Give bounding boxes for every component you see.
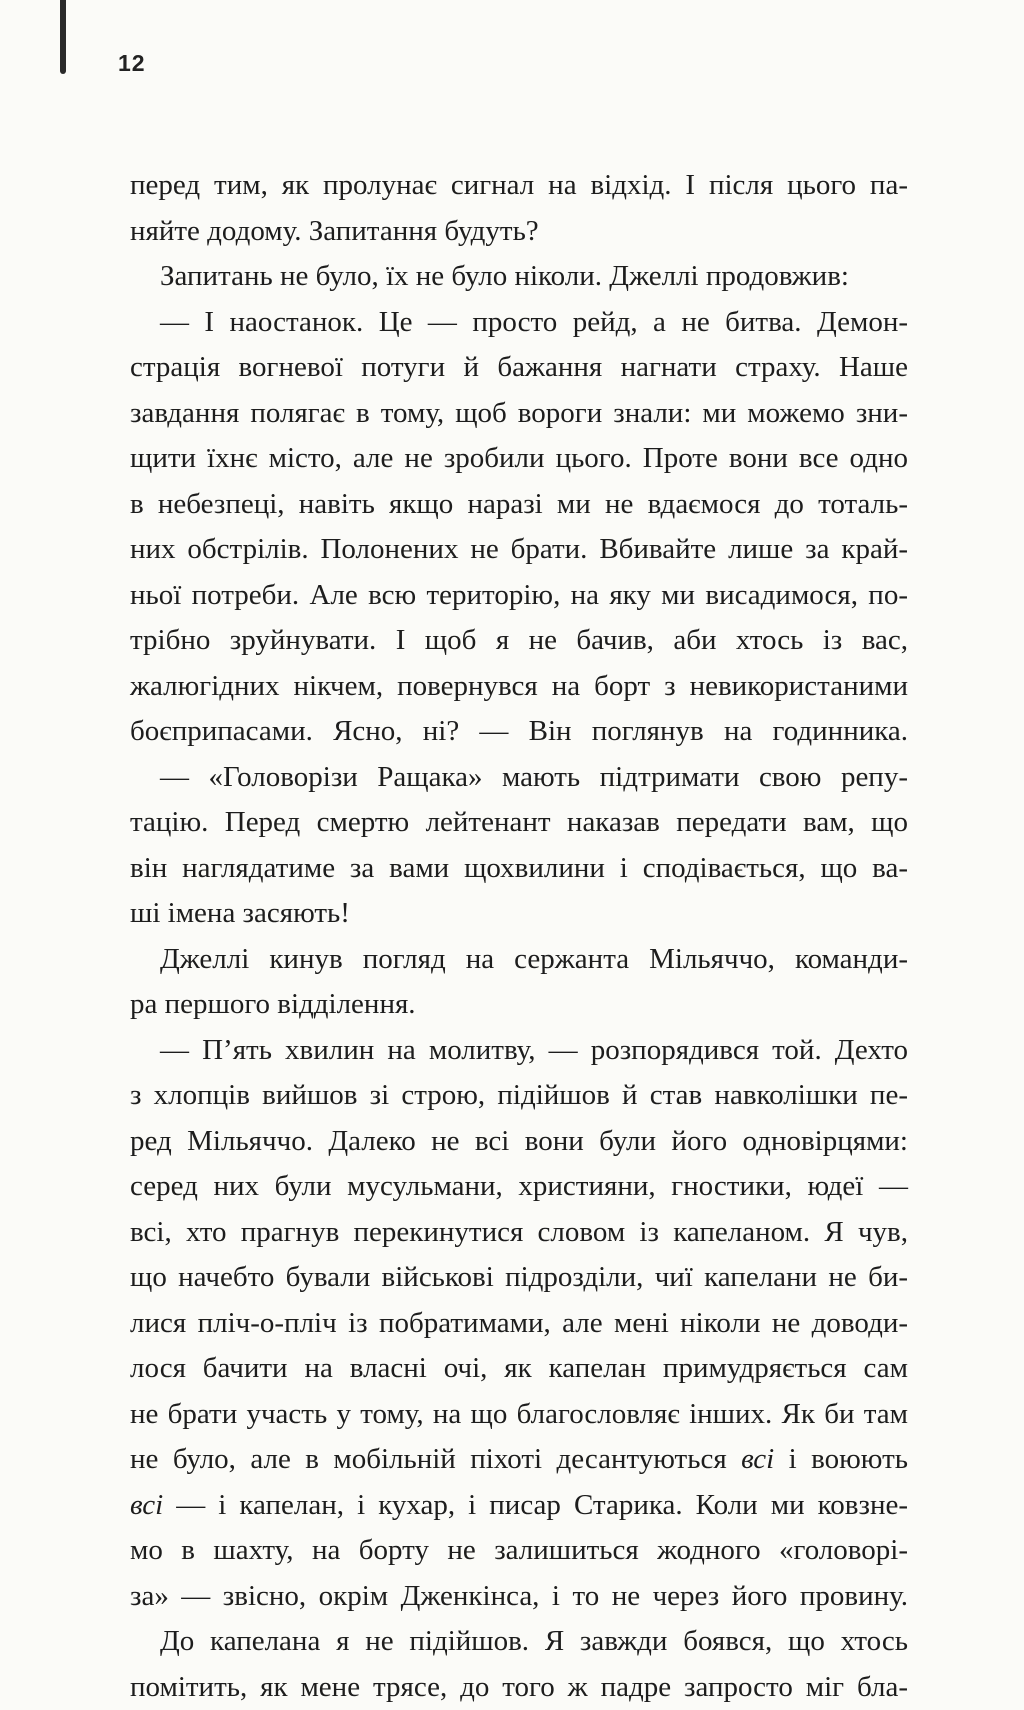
text-line: щити їхнє місто, але не зробили цього. Проте вони все одно (130, 436, 908, 482)
italic-word: всі (130, 1489, 163, 1521)
text-line: тацію. Перед смертю лейтенант наказав передати вам, що (130, 800, 908, 846)
text-line: — П’ять хвилин на молитву, — розпорядився той. Дехто (130, 1028, 908, 1074)
text-line: перед тим, як пролунає сигнал на відхід. І після цього па- (130, 163, 908, 209)
text-line: помітить, як мене трясе, до того ж падре запросто міг бла- (130, 1665, 908, 1710)
text-line: серед них були мусульмани, християни, гностики, юдеї — (130, 1164, 908, 1210)
text-line: ші імена засяють! (130, 891, 908, 937)
text-run: не було, але в мобільній піхоті десантуються (130, 1443, 741, 1475)
text-line: До капелана я не підійшов. Я завжди боявся, що хтось (130, 1619, 908, 1665)
text-line: всі, хто прагнув перекинутися словом із капеланом. Я чув, (130, 1210, 908, 1256)
text-line: в небезпеці, навіть якщо наразі ми не вдаємося до тоталь- (130, 482, 908, 528)
text-line: Запитань не було, їх не було ніколи. Джеллі продовжив: (130, 254, 908, 300)
text-run: — і капелан, і кухар, і писар Старика. Коли ми ковзне- (163, 1489, 908, 1521)
text-line: лося бачити на власні очі, як капелан примудряється сам (130, 1346, 908, 1392)
text-line: Джеллі кинув погляд на сержанта Мільяччо, команди- (130, 937, 908, 983)
page-edge-mark (60, 0, 66, 74)
text-line: він наглядатиме за вами щохвилини і сподівається, що ва- (130, 846, 908, 892)
text-run: і воюють (774, 1443, 908, 1475)
text-line: не брати участь у тому, на що благословляє інших. Як би там (130, 1392, 908, 1438)
text-line: ра першого відділення. (130, 982, 908, 1028)
text-line-mixed (130, 1437, 908, 1483)
text-line: страція вогневої потуги й бажання нагнати страху. Наше (130, 345, 908, 391)
page-number: 12 (118, 50, 146, 77)
text-line: з хлопців вийшов зі строю, підійшов й став навколішки пе- (130, 1073, 908, 1119)
text-line: завдання полягає в тому, щоб вороги знали: ми можемо зни- (130, 391, 908, 437)
text-line: — І наостанок. Це — просто рейд, а не битва. Демон- (130, 300, 908, 346)
text-line: — «Головорізи Ращака» мають підтримати свою репу- (130, 755, 908, 801)
italic-word: всі (741, 1443, 774, 1475)
text-line: ньої потреби. Але всю територію, на яку ми висадимося, по- (130, 573, 908, 619)
text-line-mixed (130, 1483, 908, 1529)
text-line: що начебто бували військові підрозділи, чиї капелани не би- (130, 1255, 908, 1301)
text-line: няйте додому. Запитання будуть? (130, 209, 908, 255)
text-line: них обстрілів. Полонених не брати. Вбивайте лише за край- (130, 527, 908, 573)
text-line: ред Мільяччо. Далеко не всі вони були його одновірцями: (130, 1119, 908, 1165)
text-line: лися пліч-о-пліч із побратимами, але мені ніколи не доводи- (130, 1301, 908, 1347)
text-line: жалюгідних нікчем, повернувся на борт з невикористаними (130, 664, 908, 710)
text-line: за» — звісно, окрім Дженкінса, і то не через його провину. (130, 1574, 908, 1620)
text-line: трібно зруйнувати. І щоб я не бачив, аби хтось із вас, (130, 618, 908, 664)
text-line: боєприпасами. Ясно, ні? — Він поглянув на годинника. (130, 709, 908, 755)
text-line: мо в шахту, на борту не залишиться жодного «головорі- (130, 1528, 908, 1574)
body-text (130, 163, 908, 1710)
